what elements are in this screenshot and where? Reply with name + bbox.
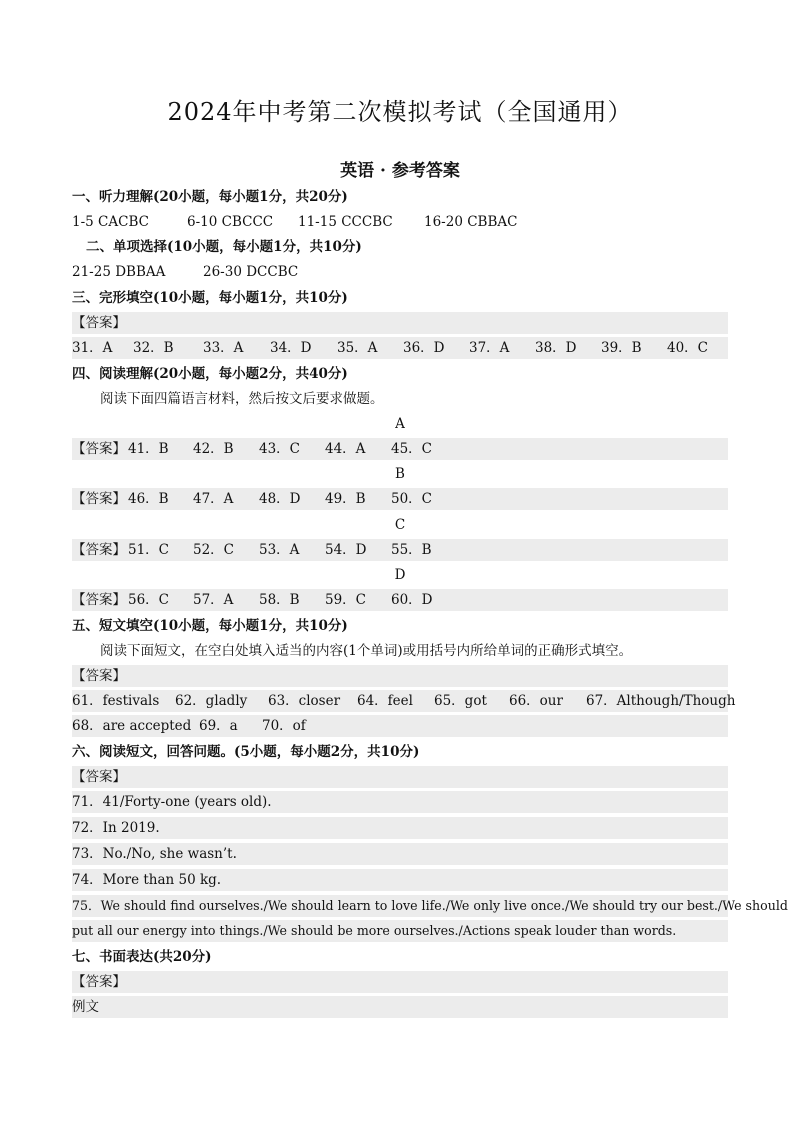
answer-item: 34．D bbox=[270, 340, 312, 356]
answer-item: 48．D bbox=[259, 491, 301, 507]
answer-line: 74．More than 50 kg. bbox=[72, 869, 728, 891]
answer-item: 39．B bbox=[601, 340, 642, 356]
answer-item: 41．B bbox=[128, 441, 169, 457]
section-5-answers-line-1 bbox=[72, 690, 736, 712]
answer-item: 35．A bbox=[337, 340, 378, 356]
answer-label: 【答案】 bbox=[72, 491, 126, 507]
answer-item: 50．C bbox=[391, 491, 433, 507]
section-1-answers bbox=[72, 211, 728, 233]
answer-label: 【答案】 bbox=[72, 971, 728, 993]
answer-line: 75．We should find ourselves./We should learn to love life./We only live once./We should try our best./We should bbox=[72, 895, 728, 917]
answer-item: 51．C bbox=[128, 542, 170, 558]
passage-answers bbox=[72, 539, 728, 561]
answer-group: 26-30 DCCBC bbox=[203, 264, 299, 280]
answer-item: 66．our bbox=[509, 693, 563, 709]
answer-line: put all our energy into things./We should be more ourselves./Actions speak louder than words. bbox=[72, 920, 728, 942]
answer-item: 63．closer bbox=[268, 693, 341, 709]
answer-item: 56．C bbox=[128, 592, 170, 608]
answer-label: 【答案】 bbox=[72, 592, 126, 608]
answer-item: 60．D bbox=[391, 592, 433, 608]
passage-answers bbox=[72, 488, 728, 510]
section-1-heading: 一、听力理解(20小题，每小题1分，共20分) bbox=[72, 189, 348, 205]
answer-item: 55．B bbox=[391, 542, 432, 558]
section-7-heading: 七、书面表达(共20分) bbox=[72, 949, 212, 965]
answer-item: 32．B bbox=[133, 340, 174, 356]
passage-answers bbox=[72, 589, 728, 611]
answer-item: 49．B bbox=[325, 491, 366, 507]
answer-item: 67．Although/Though bbox=[586, 693, 736, 709]
answer-label: 【答案】 bbox=[72, 542, 126, 558]
answer-label: 【答案】 bbox=[72, 766, 728, 788]
answer-group: 1-5 CACBC bbox=[72, 214, 149, 230]
section-5-answers-line-2 bbox=[72, 715, 728, 737]
section-2-answers bbox=[72, 261, 728, 283]
passage-letter: C bbox=[394, 517, 406, 533]
answer-group: 16-20 CBBAC bbox=[424, 214, 518, 230]
passage-letter: A bbox=[395, 416, 405, 432]
section-3-answers bbox=[72, 337, 728, 359]
section-5-instruction: 阅读下面短文，在空白处填入适当的内容(1个单词)或用括号内所给单词的正确形式填空。 bbox=[100, 643, 633, 659]
passage-answers bbox=[72, 438, 728, 460]
answer-group: 21-25 DBBAA bbox=[72, 264, 166, 280]
sample-essay-label: 例文 bbox=[72, 996, 728, 1018]
section-5-heading: 五、短文填空(10小题，每小题1分，共10分) bbox=[72, 618, 348, 634]
passage-letter: B bbox=[395, 466, 405, 482]
page-title: 2024年中考第二次模拟考试（全国通用） bbox=[167, 98, 633, 126]
page-subtitle: 英语 · 参考答案 bbox=[340, 161, 460, 181]
answer-line: 71．41/Forty-one (years old). bbox=[72, 791, 728, 813]
answer-label: 【答案】 bbox=[72, 441, 126, 457]
answer-item: 53．A bbox=[259, 542, 300, 558]
answer-item: 38．D bbox=[535, 340, 577, 356]
answer-item: 54．D bbox=[325, 542, 367, 558]
answer-item: 57．A bbox=[193, 592, 234, 608]
answer-item: 58．B bbox=[259, 592, 300, 608]
section-4-heading: 四、阅读理解(20小题，每小题2分，共40分) bbox=[72, 366, 348, 382]
answer-item: 62．gladly bbox=[175, 693, 248, 709]
section-2-heading: 二、单项选择(10小题，每小题1分，共10分) bbox=[86, 239, 362, 255]
answer-item: 31．A bbox=[72, 340, 113, 356]
answer-item: 70．of bbox=[262, 718, 306, 734]
answer-item: 47．A bbox=[193, 491, 234, 507]
section-6-heading: 六、阅读短文，回答问题。(5小题，每小题2分，共10分) bbox=[72, 744, 420, 760]
passage-letter: D bbox=[394, 567, 406, 583]
answer-group: 6-10 CBCCC bbox=[187, 214, 274, 230]
answer-item: 68．are accepted bbox=[72, 718, 192, 734]
answer-item: 59．C bbox=[325, 592, 367, 608]
answer-item: 69．a bbox=[199, 718, 238, 734]
section-3-heading: 三、完形填空(10小题，每小题1分，共10分) bbox=[72, 290, 348, 306]
answer-item: 44．A bbox=[325, 441, 366, 457]
answer-group: 11-15 CCCBC bbox=[298, 214, 393, 230]
answer-item: 65．got bbox=[434, 693, 487, 709]
answer-item: 42．B bbox=[193, 441, 234, 457]
answer-label: 【答案】 bbox=[72, 312, 728, 334]
answer-line: 72．In 2019. bbox=[72, 817, 728, 839]
answer-item: 45．C bbox=[391, 441, 433, 457]
answer-item: 52．C bbox=[193, 542, 235, 558]
answer-item: 61．festivals bbox=[72, 693, 160, 709]
answer-item: 46．B bbox=[128, 491, 169, 507]
answer-item: 40．C bbox=[667, 340, 709, 356]
answer-line: 73．No./No, she wasn’t. bbox=[72, 843, 728, 865]
answer-item: 33．A bbox=[203, 340, 244, 356]
answer-item: 37．A bbox=[469, 340, 510, 356]
answer-item: 64．feel bbox=[357, 693, 413, 709]
answer-label: 【答案】 bbox=[72, 665, 728, 687]
answer-item: 43．C bbox=[259, 441, 301, 457]
section-4-instruction: 阅读下面四篇语言材料，然后按文后要求做题。 bbox=[100, 391, 384, 407]
answer-item: 36．D bbox=[403, 340, 445, 356]
